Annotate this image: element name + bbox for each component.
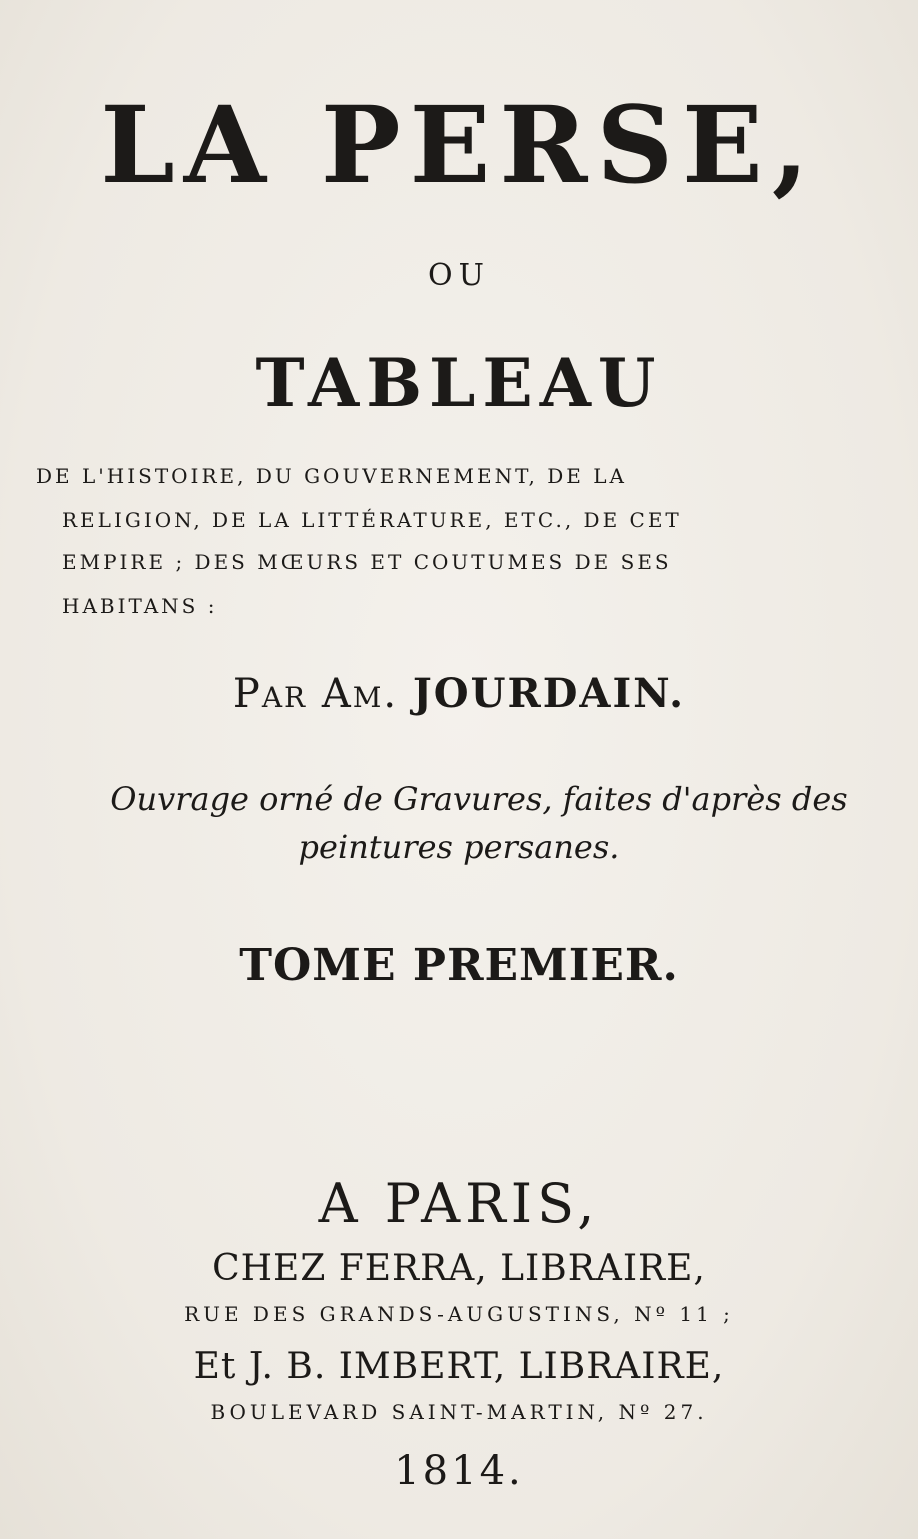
- subtitle-head: TABLEAU: [255, 344, 663, 422]
- illustration-note-line-1: Ouvrage orné de Gravures, faites d'après des: [110, 780, 848, 818]
- book-title: LA PERSE,: [100, 82, 818, 207]
- author-prefix: Par Am.: [232, 671, 399, 717]
- publisher-2-address: BOULEVARD SAINT-MARTIN, Nº 27.: [210, 1400, 708, 1424]
- subtitle-line-1: DE L'HISTOIRE, DU GOUVERNEMENT, DE LA: [36, 464, 627, 488]
- subtitle-line-2: RELIGION, DE LA LITTÉRATURE, ETC., DE CET: [62, 508, 682, 532]
- publication-year: 1814.: [394, 1448, 524, 1494]
- publisher-1: CHEZ FERRA, LIBRAIRE,: [212, 1248, 706, 1289]
- subtitle-line-4: HABITANS :: [62, 594, 218, 618]
- imprint-city: A PARIS,: [318, 1172, 600, 1235]
- illustration-note-line-2: peintures persanes.: [298, 828, 620, 866]
- conjunction: OU: [428, 258, 490, 293]
- author-line: [0, 670, 918, 717]
- publisher-2: Et J. B. IMBERT, LIBRAIRE,: [193, 1346, 725, 1387]
- volume-label: TOME PREMIER.: [239, 940, 679, 991]
- subtitle-line-3: EMPIRE ; DES MŒURS ET COUTUMES DE SES: [62, 550, 672, 574]
- author-name: JOURDAIN.: [412, 670, 686, 717]
- publisher-1-address: RUE DES GRANDS-AUGUSTINS, Nº 11 ;: [184, 1302, 734, 1326]
